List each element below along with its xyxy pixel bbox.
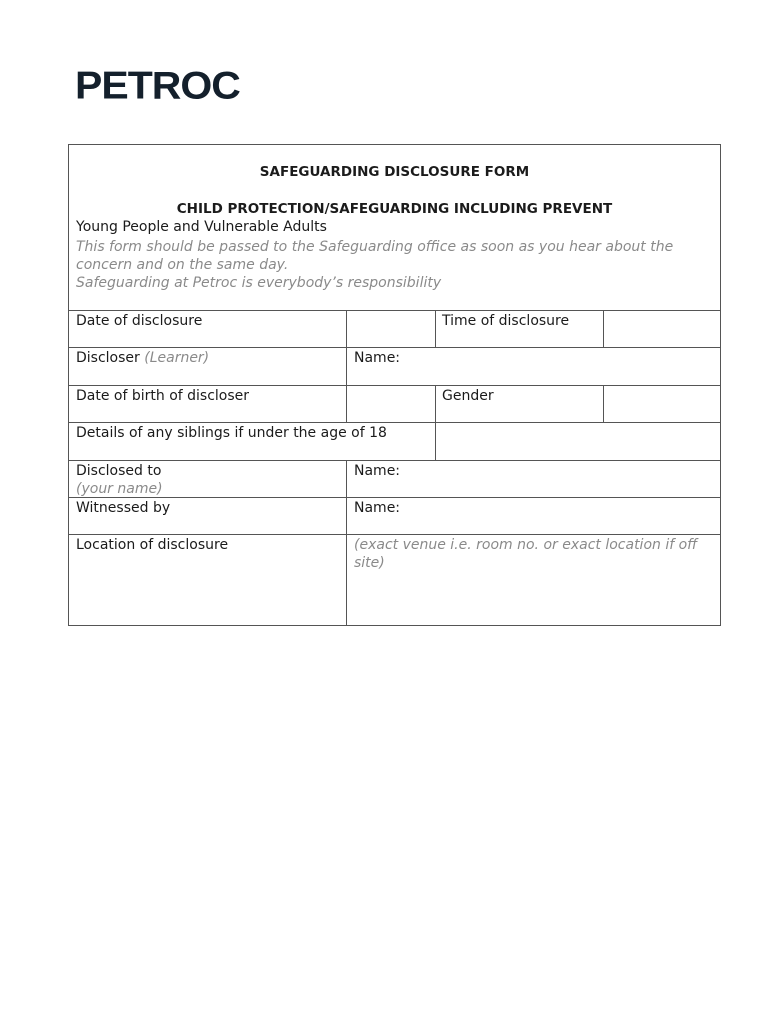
divider xyxy=(69,347,720,348)
date-of-birth-field[interactable] xyxy=(348,386,434,421)
divider xyxy=(346,460,347,626)
divider xyxy=(435,310,436,347)
divider xyxy=(346,310,347,347)
date-of-disclosure-label: Date of disclosure xyxy=(76,313,203,329)
witnessed-by-name-field[interactable]: Name: xyxy=(354,500,401,516)
date-of-disclosure-field[interactable] xyxy=(348,311,434,346)
time-of-disclosure-field[interactable] xyxy=(605,311,719,346)
discloser-hint: (Learner) xyxy=(144,350,210,366)
discloser-text: Discloser xyxy=(76,350,140,366)
divider xyxy=(603,310,604,347)
time-of-disclosure-label: Time of disclosure xyxy=(442,313,570,329)
divider xyxy=(435,385,436,422)
discloser-name-field[interactable]: Name: xyxy=(354,350,401,366)
witnessed-by-label: Witnessed by xyxy=(76,500,171,516)
location-field[interactable]: (exact venue i.e. room no. or exact location if off site) xyxy=(354,537,698,571)
disclosed-to-label xyxy=(76,462,163,498)
divider xyxy=(69,460,720,461)
siblings-field[interactable] xyxy=(437,423,719,459)
petroc-logo: PETROC xyxy=(75,63,240,107)
divider xyxy=(69,534,720,535)
divider xyxy=(435,422,436,460)
safeguarding-disclosure-form xyxy=(68,144,721,626)
disclosed-to-name-field[interactable]: Name: xyxy=(354,463,401,479)
form-title: SAFEGUARDING DISCLOSURE FORM xyxy=(259,164,530,180)
date-of-birth-label: Date of birth of discloser xyxy=(76,388,250,404)
gender-label: Gender xyxy=(442,388,494,404)
divider xyxy=(346,347,347,385)
audience-text: Young People and Vulnerable Adults xyxy=(76,219,327,235)
divider xyxy=(69,497,720,498)
responsibility-text: Safeguarding at Petroc is everybody’s responsibility xyxy=(76,275,442,291)
form-subtitle: CHILD PROTECTION/SAFEGUARDING INCLUDING PREVENT xyxy=(176,201,613,217)
divider xyxy=(603,385,604,422)
disclosed-to-hint: (your name) xyxy=(76,481,163,497)
disclosed-to-text: Disclosed to xyxy=(76,463,162,479)
gender-field[interactable] xyxy=(605,386,719,421)
form-header xyxy=(69,145,720,311)
discloser-label xyxy=(76,349,209,367)
siblings-label: Details of any siblings if under the age of 18 xyxy=(76,425,387,441)
divider xyxy=(346,385,347,422)
location-label: Location of disclosure xyxy=(76,537,229,553)
instruction-text: This form should be passed to the Safeguarding office as soon as you hear about the concern and on the same day. xyxy=(76,239,674,273)
